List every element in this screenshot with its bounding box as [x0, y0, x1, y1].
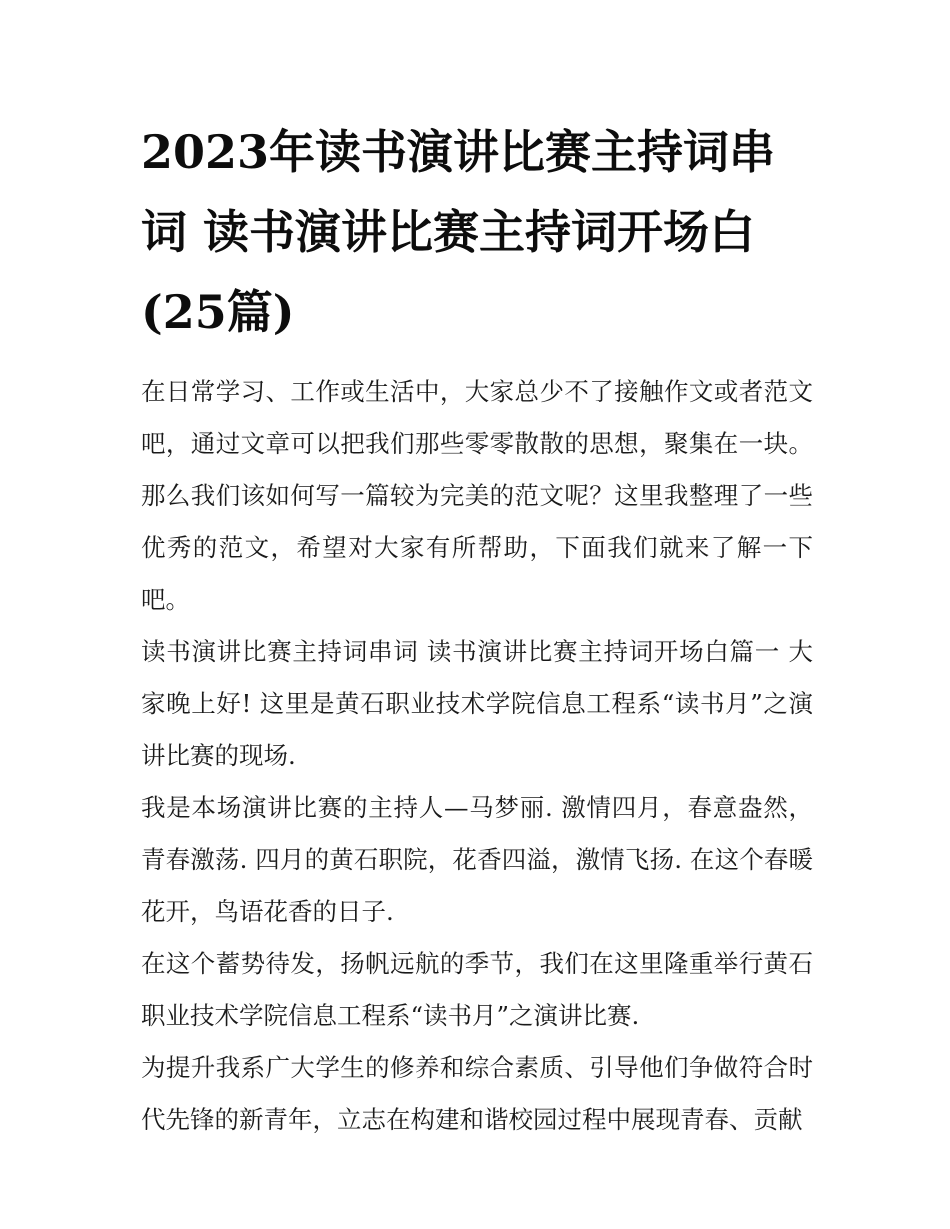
paragraph-opening: 读书演讲比赛主持词串词 读书演讲比赛主持词开场白篇一 大家晚上好! 这里是黄石职业技术学院信息工程系“读书月”之演讲比赛的现场.	[141, 637, 813, 770]
document-body	[141, 366, 813, 1146]
document-content	[141, 112, 813, 1146]
paragraph-event: 在这个蓄势待发，扬帆远航的季节，我们在这里隆重举行黄石职业技术学院信息工程系“读书月”之演讲比赛.	[141, 949, 813, 1030]
document-title: 2023年读书演讲比赛主持词串词 读书演讲比赛主持词开场白(25篇)	[141, 125, 776, 339]
paragraph-host-intro: 我是本场演讲比赛的主持人—马梦丽. 激情四月，春意盎然，青春激荡. 四月的黄石职院，花香四溢，激情飞扬. 在这个春暖花开，鸟语花香的日子.	[141, 793, 813, 926]
paragraph-purpose: 为提升我系广大学生的修养和综合素质、引导他们争做符合时代先锋的新青年，立志在构建和谐校园过程中展现青春、贡献	[141, 1053, 813, 1134]
paragraph-intro: 在日常学习、工作或生活中，大家总少不了接触作文或者范文吧，通过文章可以把我们那些零零散散的思想，聚集在一块。那么我们该如何写一篇较为完美的范文呢？这里我整理了一些优秀的范文，希望对大家有所帮助，下面我们就来了解一下吧。	[141, 377, 813, 614]
